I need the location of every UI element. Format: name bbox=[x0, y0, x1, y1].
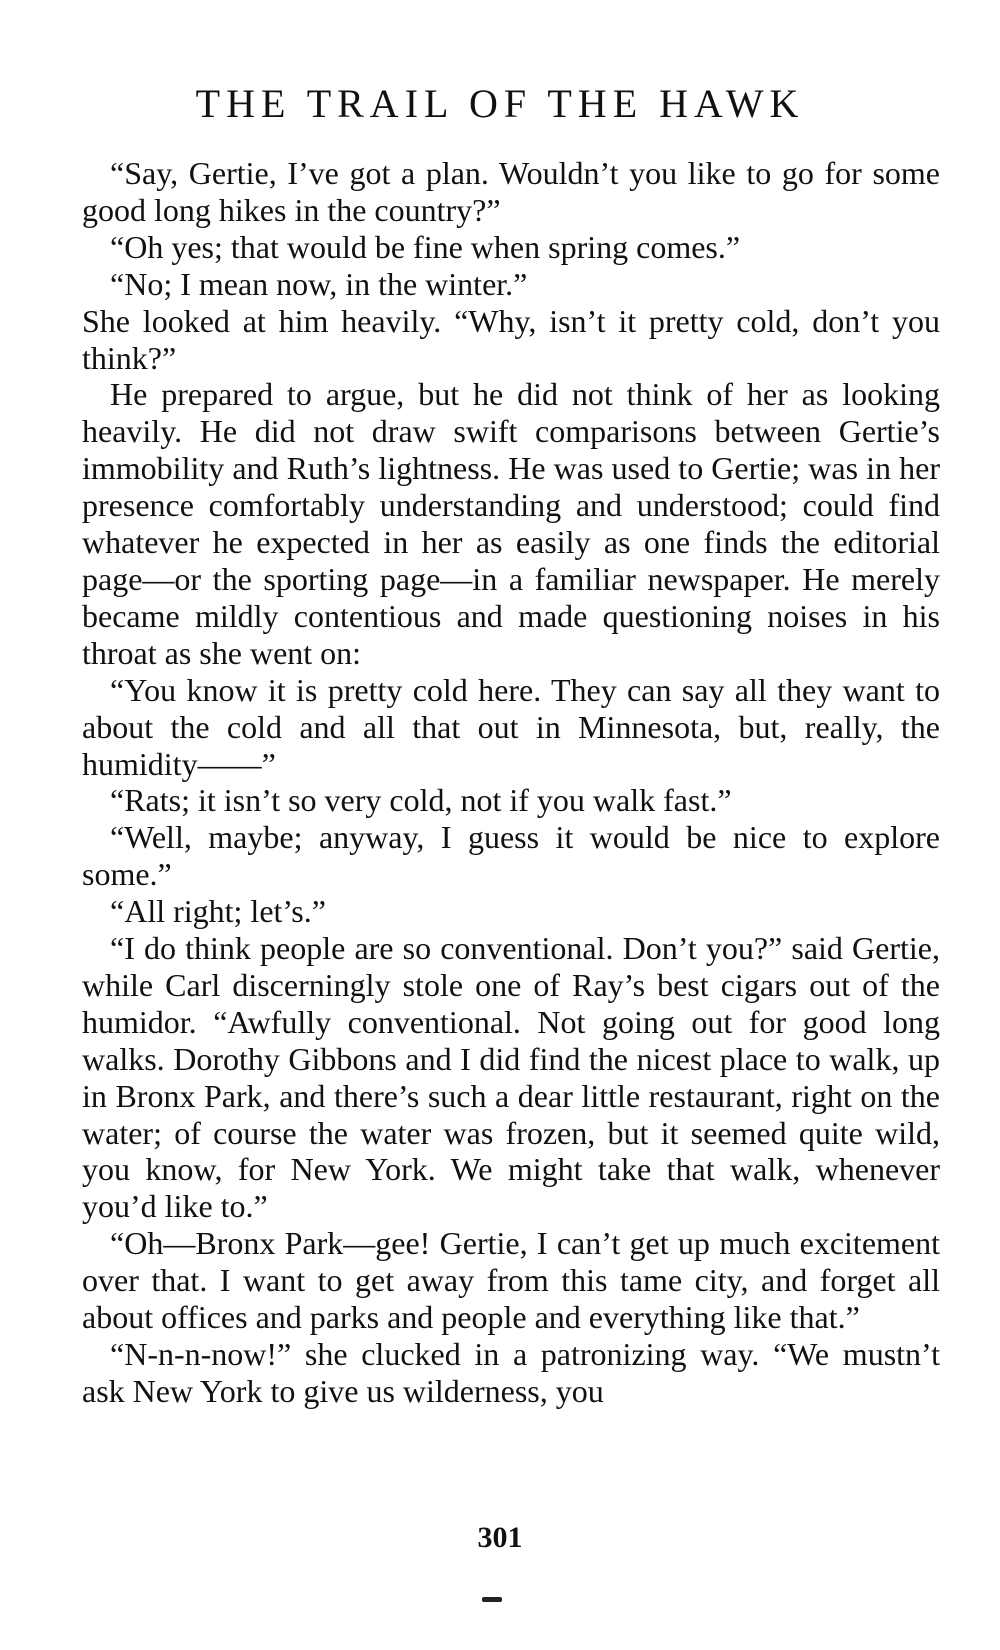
paragraph: “All right; let’s.” bbox=[110, 893, 326, 930]
paragraph: “Oh—Bronx Park—gee! Gertie, I can’t get up much excitement over that. I want to get away from this tame city, and forget all about offices and parks and people and everything like that.” bbox=[82, 1225, 940, 1336]
paragraph: “No; I mean now, in the winter.” bbox=[110, 265, 528, 302]
paragraph: “Well, maybe; anyway, I guess it would be nice to explore some.” bbox=[82, 819, 940, 893]
printer-mark bbox=[482, 1597, 502, 1602]
running-head-title: THE TRAIL OF THE HAWK bbox=[195, 81, 805, 126]
paragraph: She looked at him heavily. “Why, isn’t it pretty cold, don’t you think?” bbox=[82, 302, 940, 376]
paragraph: “You know it is pretty cold here. They can say all they want to about the cold and all that out in Minnesota, but, really, the humidity——” bbox=[82, 671, 940, 782]
paragraph: “Say, Gertie, I’ve got a plan. Wouldn’t you like to go for some good long hikes in the country?” bbox=[82, 155, 940, 228]
paragraph: “Rats; it isn’t so very cold, not if you walk fast.” bbox=[110, 782, 732, 819]
paragraph: “I do think people are so conventional. Don’t you?” said Gertie, while Carl discerningly stole one of Ray’s best cigars out of the humidor. “Awfully conventional. Not going out for good long walks. Dorothy Gibbons and I did find the nicest place to walk, up in Bronx Park, and there’s such a dear little restaurant, right on the water; of course the water was frozen, but it seemed quite wild, you know, for New York. We might take that walk, whenever you’d like to.” bbox=[82, 930, 940, 1225]
paragraph: “N-n-n-now!” she clucked in a patronizing way. “We mustn’t ask New York to give us wilderness, you bbox=[82, 1336, 940, 1409]
body-text bbox=[82, 155, 940, 1410]
paragraph: “Oh yes; that would be fine when spring comes.” bbox=[110, 228, 741, 265]
page-number: 301 bbox=[477, 1521, 523, 1554]
paragraph: He prepared to argue, but he did not think of her as looking heavily. He did not draw swift comparisons between Gertie’s immobility and Ruth’s lightness. He was used to Gertie; was in her presence comfortably understanding and understood; could find whatever he expected in her as easily as one finds the editorial page—or the sporting page—in a familiar newspaper. He merely became mildly contentious and made questioning noises in his throat as she went on: bbox=[82, 376, 940, 671]
